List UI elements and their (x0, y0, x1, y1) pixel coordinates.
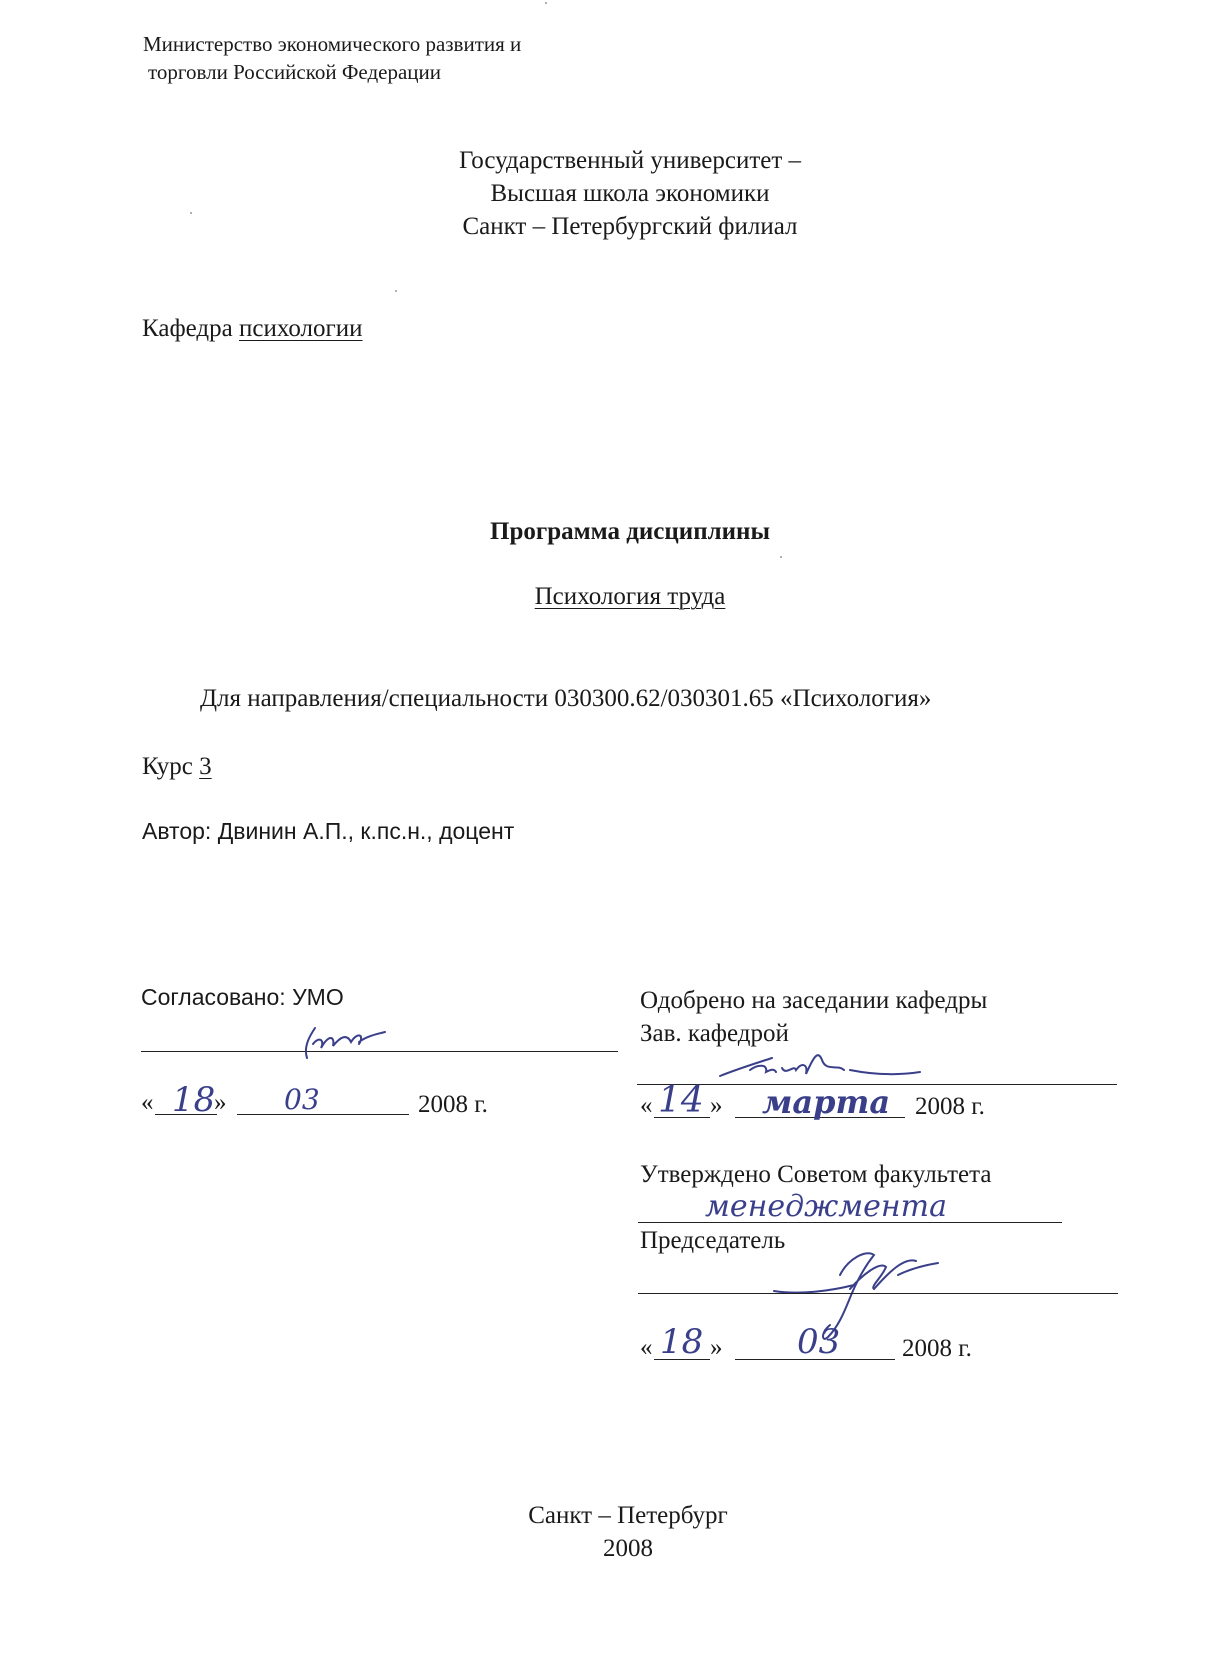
scan-speck (395, 290, 397, 292)
head-signature (710, 1050, 970, 1084)
chair-day: 18 (660, 1322, 704, 1362)
chair-year: 2008 г. (902, 1335, 972, 1362)
head-month: марта (762, 1083, 891, 1121)
department-line (142, 316, 363, 341)
program-heading: Программа дисциплины (490, 518, 770, 545)
umo-day: 18 (172, 1080, 216, 1120)
head-year: 2008 г. (915, 1093, 985, 1120)
course-line (142, 754, 212, 779)
department-prefix: Кафедра (142, 315, 233, 342)
scan-speck (190, 212, 192, 214)
scan-speck (545, 2, 547, 4)
umo-label: Согласовано: УМО (141, 984, 344, 1010)
footer-year: 2008 (603, 1535, 653, 1562)
university-line-1: Государственный университет – (458, 147, 802, 174)
university-line-2: Высшая школа экономики (490, 180, 770, 207)
approved-label: Одобрено на заседании кафедры (640, 987, 988, 1014)
council-label: Утверждено Советом факультета (640, 1161, 992, 1188)
chair-signature-line (638, 1293, 1118, 1294)
umo-month-underline (237, 1114, 409, 1115)
footer-city: Санкт – Петербург (528, 1502, 728, 1529)
umo-year: 2008 г. (418, 1091, 488, 1118)
umo-signature (285, 1022, 395, 1062)
umo-date-close-quote: » (214, 1089, 227, 1116)
ministry-line-2: торговли Российской Федерации (148, 60, 442, 84)
discipline-title (0, 584, 1206, 609)
course-value: 3 (199, 753, 212, 780)
umo-month: 03 (284, 1083, 320, 1116)
direction-line: Для направления/специальности 030300.62/030301.65 «Психология» (200, 685, 932, 712)
chair-date-open-quote: « (640, 1334, 653, 1361)
head-label: Зав. кафедрой (640, 1020, 789, 1047)
discipline-name: Психология труда (534, 583, 726, 610)
department-name: психологии (238, 315, 363, 342)
scan-speck (780, 556, 782, 558)
faculty-underline (638, 1222, 1062, 1223)
umo-date-line (141, 1090, 154, 1115)
chair-label: Председатель (640, 1227, 786, 1254)
author-line: Автор: Двинин А.П., к.пс.н., доцент (142, 818, 515, 844)
faculty-name: менеджмента (705, 1189, 947, 1224)
ministry-line-1: Министерство экономического развития и (143, 32, 522, 56)
course-label: Курс (142, 753, 193, 780)
chair-month: 03 (797, 1322, 841, 1362)
chair-date-close-quote: » (710, 1334, 723, 1361)
head-date-close-quote: » (710, 1092, 723, 1119)
university-line-3: Санкт – Петербургский филиал (462, 213, 798, 240)
head-day: 14 (658, 1080, 704, 1121)
head-date-open-quote: « (640, 1092, 653, 1119)
umo-date-open-quote: « (141, 1089, 154, 1116)
